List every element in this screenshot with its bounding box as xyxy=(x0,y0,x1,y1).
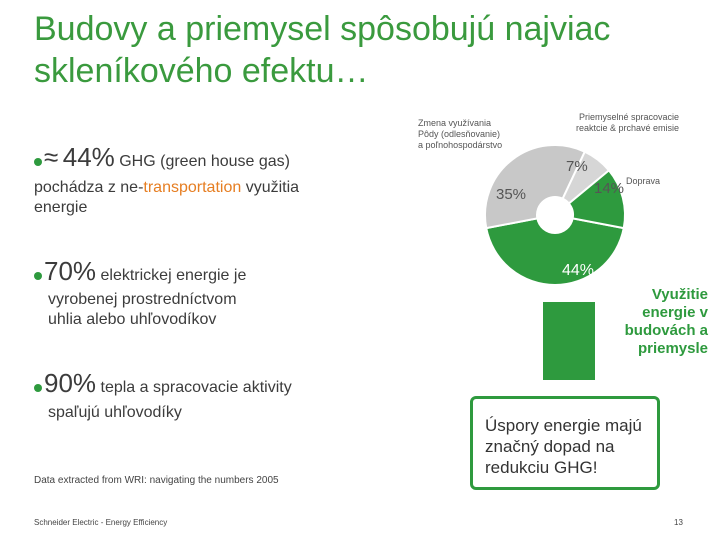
slice-buildings xyxy=(486,218,624,285)
bullet-dot-icon xyxy=(34,384,42,392)
bullet-3 xyxy=(34,368,292,399)
land-use-line3: a poľnohospodárstvo xyxy=(418,140,503,150)
bullet-2-line2: vyrobenej prostredníctvom xyxy=(48,291,237,308)
bullet-1-prefix: ≈ xyxy=(44,142,59,172)
green-legend-bar xyxy=(543,302,595,380)
pct-transport: 14% xyxy=(594,180,625,197)
bullet-1-body xyxy=(34,178,374,218)
pct-land-use: 35% xyxy=(496,186,527,203)
bullet-3-lead: tepla a spracovacie aktivity xyxy=(100,379,292,396)
pct-industrial: 7% xyxy=(566,158,588,175)
industrial-label xyxy=(576,112,679,134)
footer-text: Schneider Electric - Energy Efficiency xyxy=(34,518,168,527)
bullet-2 xyxy=(34,256,246,287)
bullet-1-lead: GHG (green house gas) xyxy=(119,153,290,170)
ghg-donut-chart xyxy=(470,140,640,290)
industrial-line1: Priemyselné spracovacie xyxy=(579,112,680,122)
page-number: 13 xyxy=(674,518,683,527)
bullet-1-line2b: využitia xyxy=(241,179,300,196)
land-use-line2: Pôdy (odlesňovanie) xyxy=(418,129,501,139)
pct-buildings: 44% xyxy=(562,262,595,279)
land-use-label xyxy=(418,118,502,151)
bullet-dot-icon xyxy=(34,158,42,166)
bullet-2-body xyxy=(48,290,237,330)
bullet-dot-icon xyxy=(34,272,42,280)
transport-label: Doprava xyxy=(626,176,661,186)
bullet-3-body xyxy=(48,403,182,423)
bullet-1-line2a: pochádza z ne- xyxy=(34,179,144,196)
bullet-3-percent: 90% xyxy=(44,368,97,398)
bullet-1-percent: 44% xyxy=(62,142,115,172)
bullet-1-line3: energie xyxy=(34,199,88,216)
bullet-1-highlight: transportation xyxy=(143,179,242,196)
bullet-2-percent: 70% xyxy=(44,256,97,286)
land-use-line1: Zmena využívania xyxy=(418,118,492,128)
industrial-line2: reaktcie & prchavé emisie xyxy=(576,123,680,133)
bullet-2-lead: elektrickej energie je xyxy=(100,267,247,284)
bullet-2-line3: uhlia alebo uhľovodíkov xyxy=(48,311,217,328)
source-note: Data extracted from WRI: navigating the numbers 2005 xyxy=(34,475,279,486)
buildings-industry-label: Využitie energie v budovách a priemysle xyxy=(624,286,708,357)
slide-title: Budovy a priemysel spôsobujú najviac skleníkového efektu… xyxy=(34,10,611,90)
bullet-3-line2: spaľujú uhľovodíky xyxy=(48,404,182,421)
bullet-1 xyxy=(34,142,290,173)
callout-box: Úspory energie majú značný dopad na redukciu GHG! xyxy=(470,396,660,490)
